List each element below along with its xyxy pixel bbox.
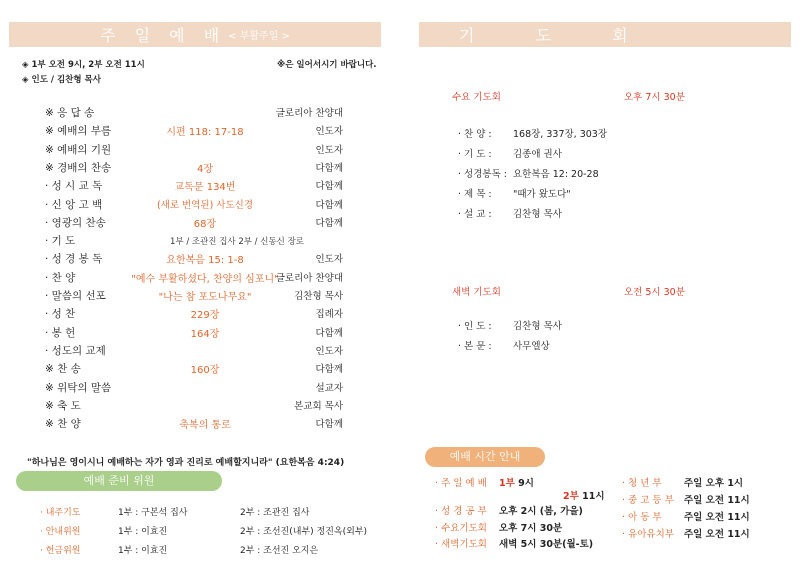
detail-row — [458, 185, 758, 205]
order-row — [0, 233, 400, 251]
service-name: · 아 동 부 — [622, 512, 662, 523]
order-leader: 인도자 — [315, 126, 343, 138]
order-detail: 164장 — [190, 328, 220, 340]
prep-role: · 헌금위원 — [40, 546, 81, 556]
order-detail: 시편 118: 17-18 — [166, 127, 244, 139]
order-detail: 160장 — [190, 365, 220, 377]
prep-second: 2부 : 조선진 오지은 — [240, 546, 319, 556]
order-row — [0, 197, 400, 215]
order-label: · 성 경 봉 독 — [45, 253, 103, 266]
prep-second: 2부 : 조관진 집사 — [240, 508, 310, 518]
detail-row — [458, 165, 758, 185]
detail-key: · 인 도 : — [458, 321, 492, 332]
order-label: ※ 축 도 — [45, 399, 81, 412]
order-row — [0, 270, 400, 288]
schedule-info — [22, 58, 145, 88]
detail-key: · 본 문 : — [458, 341, 492, 352]
detail-key: · 찬 양 : — [458, 129, 492, 140]
service-part: 2부 — [563, 491, 579, 502]
service-part: 1부 — [499, 478, 515, 489]
service-row — [622, 475, 743, 489]
order-row — [0, 398, 400, 416]
order-row — [0, 178, 400, 196]
order-row — [0, 416, 400, 434]
order-label: · 성 시 교 독 — [45, 180, 103, 193]
wednesday-prayer-name: 수요 기도회 — [452, 92, 501, 103]
service-row — [435, 536, 593, 550]
order-leader: 설교자 — [315, 382, 343, 394]
order-leader: 다함께 — [315, 364, 343, 376]
service-time — [563, 491, 605, 502]
detail-row — [458, 317, 758, 337]
order-leader: 다함께 — [315, 181, 343, 193]
service-part-time: 11시 — [578, 491, 605, 502]
service-name: · 주 일 예 배 — [435, 478, 487, 489]
service-name: · 유아유치부 — [622, 529, 674, 540]
detail-value: 김종애 권사 — [513, 149, 562, 160]
service-time: 오후 2시 (봄, 가을) — [499, 506, 583, 517]
dawn-details — [458, 317, 758, 357]
order-leader: 본교회 목사 — [294, 400, 343, 412]
service-time: 주일 오후 1시 — [684, 478, 744, 489]
detail-key: · 성경봉독 : — [458, 169, 507, 180]
preparation-title: 예배 준비 위원 — [16, 471, 222, 491]
detail-key: · 설 교 : — [458, 209, 492, 220]
stand-note: ※은 일어서시기 바랍니다. — [277, 60, 377, 70]
order-label: · 말씀의 선포 — [45, 290, 106, 302]
order-label: · 찬 양 — [45, 271, 76, 284]
service-row — [435, 475, 534, 489]
order-row — [0, 105, 400, 123]
order-detail: "나는 참 포도나무요" — [158, 292, 252, 303]
service-times-title: 예배 시간 안내 — [425, 447, 545, 467]
detail-row — [458, 337, 758, 357]
service-name: · 중 고 등 부 — [622, 495, 674, 506]
prep-role: · 안내위원 — [40, 527, 81, 537]
order-detail: 교독문 134번 — [174, 182, 236, 194]
order-label: · 성 찬 — [45, 308, 76, 321]
order-leader: 다함께 — [315, 327, 343, 339]
order-detail: (새로 번역된) 사도신경 — [156, 199, 254, 211]
scripture-verse: "하나님은 영이시니 예배하는 자가 영과 진리로 예배할지니라" (요한복음 4:24) — [27, 458, 345, 468]
order-row — [0, 288, 400, 306]
prayer-title: 기 도 회 — [459, 26, 656, 45]
order-leader: 다함께 — [315, 419, 343, 431]
service-part-time: 9시 — [514, 478, 534, 489]
service-name: · 성 경 공 부 — [435, 506, 487, 517]
wednesday-details — [458, 125, 758, 225]
order-leader: 김찬형 목사 — [294, 291, 343, 302]
prayer-banner — [419, 22, 791, 47]
schedule-line: ◈ 1부 오전 9시, 2부 오전 11시 — [22, 60, 145, 70]
detail-row — [458, 205, 758, 225]
service-row — [435, 520, 562, 534]
order-row — [0, 215, 400, 233]
order-label: ※ 예배의 부름 — [45, 125, 112, 138]
prep-first: 1부 : 이효진 — [118, 546, 168, 556]
order-label: ※ 경배의 찬송 — [45, 161, 112, 174]
order-detail: "예수 부활하셨다, 찬양의 심포니" — [131, 273, 279, 285]
prep-first: 1부 : 이효진 — [118, 527, 168, 537]
service-time: 오후 7시 30분 — [499, 523, 563, 534]
detail-value: 김찬형 목사 — [513, 321, 562, 332]
service-row — [499, 488, 605, 502]
order-leader: 인도자 — [315, 254, 343, 266]
service-row — [622, 492, 750, 506]
order-leader: 글로리아 찬양대 — [275, 108, 343, 119]
order-leader: 글로리아 찬양대 — [275, 272, 343, 284]
order-row — [0, 142, 400, 160]
order-leader: 인도자 — [315, 144, 343, 156]
order-detail: 1부 / 조관진 집사 2부 / 신동신 장로 — [170, 237, 304, 248]
detail-value: 168장, 337장, 303장 — [513, 129, 608, 140]
service-row — [435, 503, 583, 517]
service-row — [622, 509, 750, 523]
order-label: ※ 위탁의 말씀 — [45, 381, 112, 394]
detail-value: 요한복음 12: 20-28 — [513, 169, 599, 180]
order-row — [0, 123, 400, 141]
order-label: ※ 예배의 기원 — [45, 143, 112, 156]
order-label: · 봉 헌 — [45, 326, 76, 339]
detail-row — [458, 145, 758, 165]
dawn-prayer-name: 새벽 기도회 — [452, 287, 501, 298]
detail-value: 사무엘상 — [513, 341, 550, 352]
order-row — [0, 343, 400, 361]
order-label: · 영광의 찬송 — [45, 216, 106, 229]
service-time: 주일 오전 11시 — [684, 512, 750, 523]
order-leader: 인도자 — [315, 345, 343, 357]
order-leader: 다함께 — [315, 162, 343, 174]
order-detail: 축복의 통로 — [179, 420, 231, 432]
prep-first: 1부 : 구본석 집사 — [118, 508, 188, 518]
order-leader: 집례자 — [315, 309, 343, 321]
worship-subtitle: < 부활주일 > — [228, 31, 290, 42]
order-row — [0, 251, 400, 269]
service-time: 주일 오전 11시 — [684, 495, 750, 506]
order-label: ※ 찬 송 — [45, 363, 81, 376]
worship-banner — [9, 22, 381, 47]
order-row — [0, 325, 400, 343]
detail-value: 김찬형 목사 — [513, 209, 562, 220]
order-row — [0, 361, 400, 379]
worship-title: 주 일 예 배 — [100, 26, 227, 45]
service-time: 주일 오전 11시 — [684, 529, 750, 540]
order-label: ※ 찬 양 — [45, 418, 81, 431]
order-detail: 요한복음 15: 1-8 — [166, 255, 244, 267]
detail-row — [458, 125, 758, 145]
detail-key: · 제 목 : — [458, 189, 492, 200]
order-detail: 68장 — [193, 218, 217, 230]
detail-key: · 기 도 : — [458, 149, 492, 160]
prep-second: 2부 : 조선진(내부) 정진옥(외부) — [240, 527, 368, 537]
service-name: · 청 년 부 — [622, 478, 662, 489]
order-row — [0, 380, 400, 398]
dawn-prayer-time: 오전 5시 30분 — [624, 287, 685, 298]
order-row — [0, 160, 400, 178]
service-time: 새벽 5시 30분(월-토) — [499, 539, 594, 550]
order-row — [0, 306, 400, 324]
order-leader: 다함께 — [315, 217, 343, 229]
order-label: · 성도의 교제 — [45, 344, 106, 357]
order-label: · 기 도 — [45, 235, 76, 248]
wednesday-prayer-time: 오후 7시 30분 — [624, 92, 685, 103]
detail-value: "때가 왔도다" — [513, 189, 571, 200]
prep-role: · 내주기도 — [40, 508, 81, 518]
order-detail: 229장 — [190, 310, 220, 322]
order-label: · 신 앙 고 백 — [45, 198, 103, 211]
leader-line: ◈ 인도 / 김찬형 목사 — [22, 75, 101, 85]
order-leader: 다함께 — [315, 199, 343, 211]
service-name: · 수요기도회 — [435, 523, 487, 534]
service-row — [622, 526, 750, 540]
order-detail: 4장 — [196, 163, 214, 175]
service-name: · 새벽기도회 — [435, 539, 487, 550]
order-label: ※ 응 답 송 — [45, 107, 95, 119]
